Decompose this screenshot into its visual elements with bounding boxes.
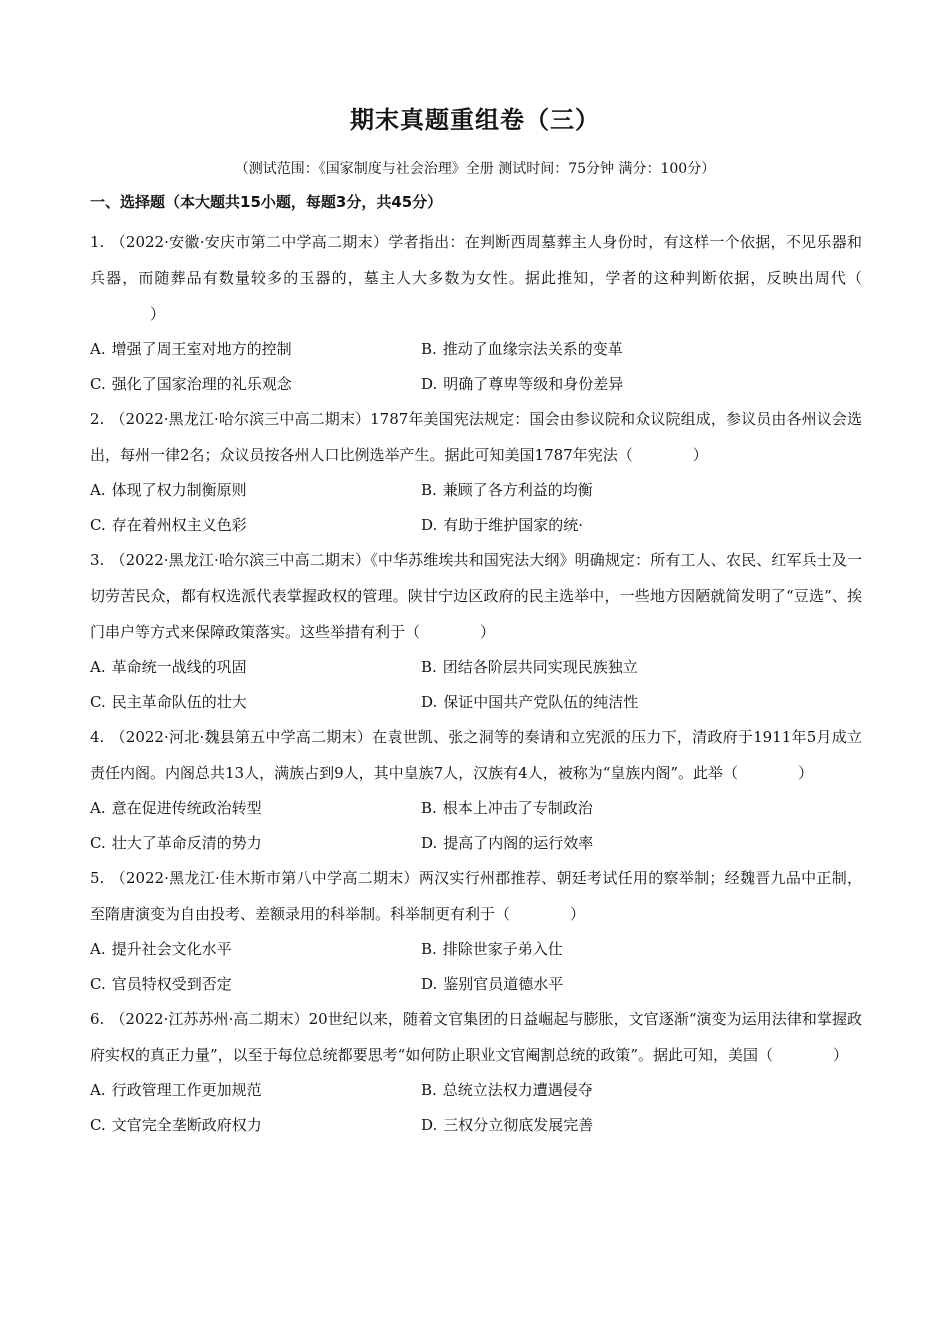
option-b — [421, 473, 862, 508]
option-text: 强化了国家治理的礼乐观念 — [111, 374, 292, 393]
option-a — [90, 650, 421, 685]
option-letter: C. — [90, 374, 106, 393]
page-title: 期末真题重组卷（三） — [350, 106, 600, 134]
option-text: 兼顾了各方利益的均衡 — [442, 481, 593, 499]
question-text: （2022·黑龙江·哈尔滨三中高二期末）1787年美国宪法规定：国会由参议院和众议院组成，参议员由各州议会选出，每州一律2名；众议员按各州人口比例选举产生。据此可知美国1787年宪法（ — [90, 410, 862, 464]
option-letter: A. — [90, 340, 106, 358]
option-c — [90, 967, 421, 1002]
question-text: （2022·河北·魏县第五中学高二期末）在袁世凯、张之洞等的奏请和立宪派的压力下，清政府于1911年5月成立责任内阁。内阁总共13人，满族占到9人，其中皇族7人，汉族有4人，被称为“皇族内阁”。此举（ — [90, 728, 862, 782]
option-letter: D. — [421, 1115, 438, 1134]
option-letter: A. — [90, 658, 106, 676]
option-text: 行政管理工作更加规范 — [111, 1081, 262, 1099]
option-b — [421, 791, 862, 826]
question-text: （2022·黑龙江·佳木斯市第八中学高二期末）两汉实行州郡推荐、朝廷考试任用的察举制；经魏晋九品中正制，至隋唐演变为自由投考、差额录用的科举制。科举制更有利于（ — [90, 869, 862, 923]
question-number: 6. — [90, 1010, 105, 1028]
option-letter: D. — [421, 833, 438, 852]
section-heading: 一、选择题（本大题共15小题，每题3分，共45分） — [90, 193, 443, 211]
question-number: 1. — [90, 233, 105, 251]
option-text: 保证中国共产党队伍的纯洁性 — [443, 692, 639, 711]
option-a — [90, 932, 421, 967]
question-4 — [90, 719, 862, 860]
option-letter: A. — [90, 481, 106, 499]
question-number: 2. — [90, 410, 105, 428]
option-letter: C. — [90, 833, 106, 852]
option-text: 提升社会文化水平 — [111, 940, 232, 958]
option-letter: C. — [90, 515, 106, 534]
option-text: 有助于维护国家的统· — [443, 515, 584, 534]
option-letter: A. — [90, 1081, 106, 1099]
question-stem — [90, 542, 862, 650]
option-letter: C. — [90, 692, 106, 711]
option-letter: C. — [90, 974, 106, 993]
closing-paren: ） — [570, 905, 586, 923]
question-text: （2022·黑龙江·哈尔滨三中高二期末）《中华苏维埃共和国宪法大纲》明确规定：所有工人、农民、红军兵士及一切劳苦民众，都有权选派代表掌握政权的管理。陕甘宁边区政府的民主选举中，一些地方因陋就简发明了“豆选”、挨门串户等方式来保障政策落实。这些举措有利于（ — [90, 551, 862, 641]
option-letter: A. — [90, 940, 106, 958]
option-text: 意在促进传统政治转型 — [111, 799, 262, 817]
option-c — [90, 1108, 421, 1143]
closing-paren: ） — [480, 623, 496, 641]
option-text: 排除世家子弟入仕 — [442, 940, 563, 958]
option-letter: D. — [421, 374, 438, 393]
option-text: 民主革命队伍的壮大 — [111, 692, 247, 711]
question-stem — [90, 860, 862, 932]
option-text: 团结各阶层共同实现民族独立 — [442, 658, 638, 676]
option-a — [90, 791, 421, 826]
question-number: 3. — [90, 551, 105, 569]
option-a — [90, 473, 421, 508]
option-text: 存在着州权主义色彩 — [111, 515, 247, 534]
question-stem — [90, 224, 862, 332]
option-d — [421, 367, 862, 402]
question-stem — [90, 719, 862, 791]
answer-options — [90, 473, 862, 542]
option-letter: B. — [421, 940, 437, 958]
option-text: 三权分立彻底发展完善 — [443, 1115, 594, 1134]
question-text: （2022·安徽·安庆市第二中学高二期末）学者指出：在判断西周墓葬主人身份时，有这样一个依据，不见乐器和兵器，而随葬品有数量较多的玉器的，墓主人大多数为女性。据此推知，学者的这种判断依据，反映出周代（ — [90, 233, 862, 287]
question-number: 5. — [90, 869, 105, 887]
question-number: 4. — [90, 728, 105, 746]
option-text: 提高了内阁的运行效率 — [443, 833, 594, 852]
question-6 — [90, 1001, 862, 1142]
option-letter: C. — [90, 1115, 106, 1134]
option-c — [90, 367, 421, 402]
option-b — [421, 1073, 862, 1108]
option-text: 总统立法权力遭遇侵夺 — [442, 1081, 593, 1099]
option-d — [421, 826, 862, 861]
option-letter: B. — [421, 658, 437, 676]
option-text: 体现了权力制衡原则 — [111, 481, 247, 499]
option-letter: D. — [421, 692, 438, 711]
option-text: 壮大了革命反清的势力 — [111, 833, 262, 852]
option-text: 推动了血缘宗法关系的变革 — [442, 340, 623, 358]
closing-paren: ） — [150, 305, 166, 323]
closing-paren: ） — [692, 446, 708, 464]
option-text: 官员特权受到否定 — [111, 974, 232, 993]
option-letter: B. — [421, 340, 437, 358]
option-letter: B. — [421, 481, 437, 499]
question-text: （2022·江苏苏州·高二期末）20世纪以来，随着文官集团的日益崛起与膨胀，文官逐渐“演变为运用法律和掌握政府实权的真正力量”，以至于每位总统都要思考“如何防止职业文官阉割总统的政策”。据此可知，美国（ — [90, 1010, 862, 1064]
option-letter: B. — [421, 1081, 437, 1099]
option-a — [90, 1073, 421, 1108]
closing-paren: ） — [833, 1046, 849, 1064]
option-letter: D. — [421, 515, 438, 534]
question-2 — [90, 401, 862, 542]
option-letter: A. — [90, 799, 106, 817]
option-d — [421, 685, 862, 720]
question-3 — [90, 542, 862, 719]
option-text: 根本上冲击了专制政治 — [442, 799, 593, 817]
option-text: 增强了周王室对地方的控制 — [111, 340, 292, 358]
option-letter: B. — [421, 799, 437, 817]
answer-options — [90, 791, 862, 860]
question-list — [90, 224, 862, 1142]
option-text: 文官完全垄断政府权力 — [111, 1115, 262, 1134]
answer-options — [90, 1073, 862, 1142]
option-text: 鉴别官员道德水平 — [443, 974, 564, 993]
option-text: 明确了尊卑等级和身份差异 — [443, 374, 624, 393]
answer-options — [90, 650, 862, 719]
closing-paren: ） — [798, 764, 814, 782]
option-c — [90, 508, 421, 543]
option-a — [90, 332, 421, 367]
option-b — [421, 650, 862, 685]
option-d — [421, 967, 862, 1002]
option-c — [90, 685, 421, 720]
option-b — [421, 332, 862, 367]
option-c — [90, 826, 421, 861]
option-d — [421, 508, 862, 543]
question-stem — [90, 401, 862, 473]
question-1 — [90, 224, 862, 401]
option-text: 革命统一战线的巩固 — [111, 658, 247, 676]
option-d — [421, 1108, 862, 1143]
option-letter: D. — [421, 974, 438, 993]
question-stem — [90, 1001, 862, 1073]
answer-options — [90, 332, 862, 401]
test-info: （测试范围：《国家制度与社会治理》全册 测试时间：75分钟 满分：100分） — [234, 161, 716, 177]
question-5 — [90, 860, 862, 1001]
option-b — [421, 932, 862, 967]
answer-options — [90, 932, 862, 1001]
